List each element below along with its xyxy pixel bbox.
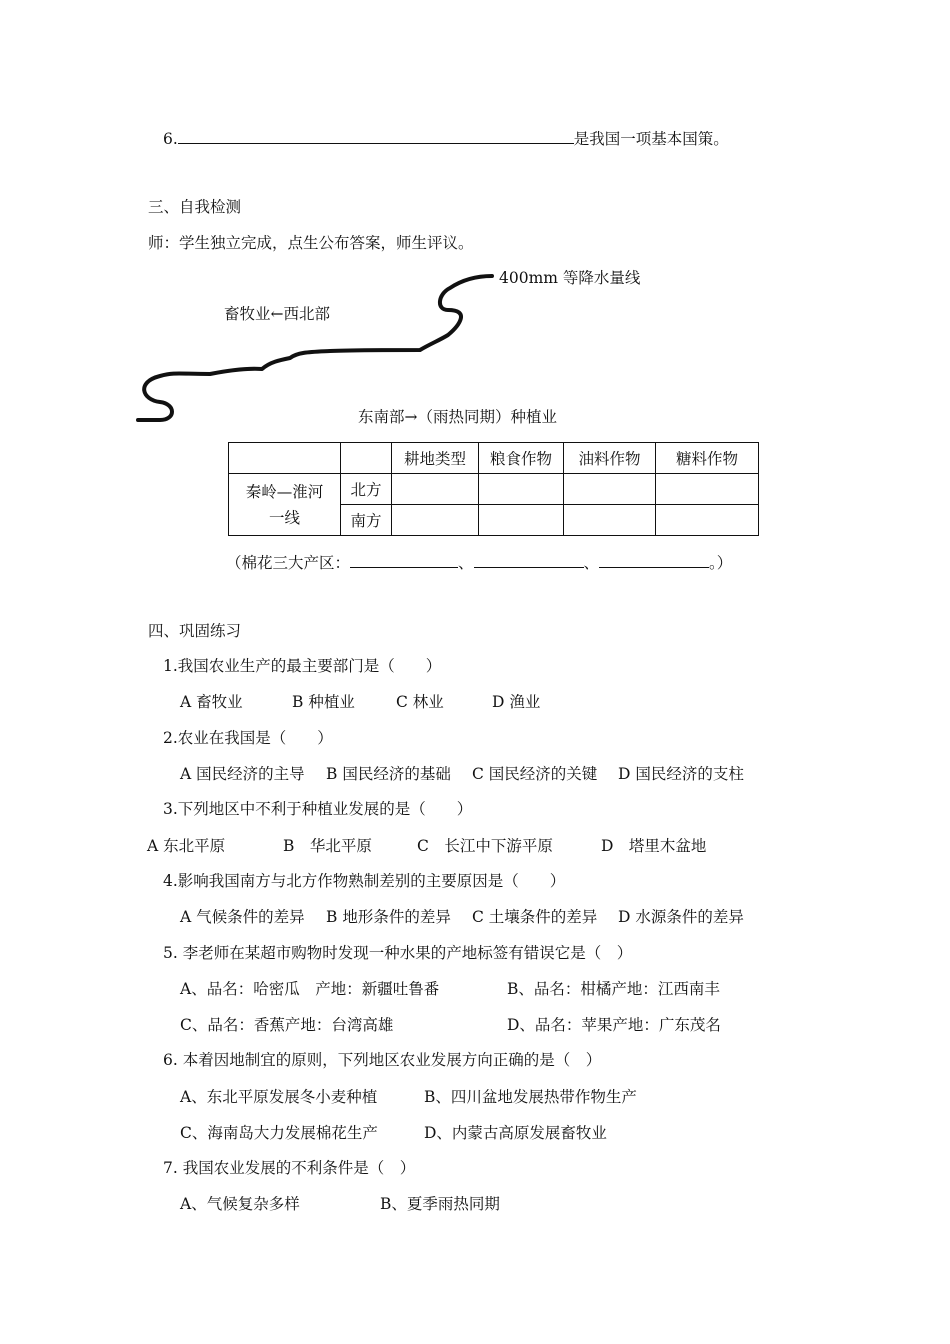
table-header-row [229, 443, 759, 474]
option[interactable]: A 东北平原 [147, 837, 226, 855]
question-5-options-row-1 [180, 979, 720, 999]
isohyet-label: 400mm 等降水量线 [499, 269, 641, 287]
question-7-stem: 7. 我国农业发展的不利条件是（ ） [163, 1159, 416, 1177]
option[interactable]: A、品名：哈密瓜 产地：新疆吐鲁番 [180, 980, 440, 998]
option[interactable]: B、夏季雨热同期 [380, 1195, 500, 1213]
cotton-line [226, 551, 732, 573]
option[interactable]: B 国民经济的基础 [326, 765, 451, 783]
cotton-sep-1: 、 [458, 554, 474, 572]
isohyet-diagram [0, 0, 950, 440]
option[interactable]: D 国民经济的支柱 [618, 765, 744, 783]
option[interactable]: D 塔里木盆地 [601, 837, 707, 855]
option[interactable]: C 国民经济的关键 [472, 765, 598, 783]
header-cell-grain: 粮食作物 [479, 443, 564, 474]
question-5-options-row-2 [180, 1015, 721, 1035]
section3-instruction: 师：学生独立完成，点生公布答案，师生评议。 [148, 234, 474, 252]
question-3-options [147, 836, 706, 856]
table-cell[interactable] [564, 505, 656, 536]
option[interactable]: A 畜牧业 [180, 693, 243, 711]
table-corner-cell [229, 443, 341, 474]
row-label-qinling [229, 474, 341, 536]
row-label-south: 南方 [341, 505, 392, 536]
question-4-stem: 4.影响我国南方与北方作物熟制差别的主要原因是（ ） [163, 872, 566, 890]
section4-title: 四、巩固练习 [148, 622, 242, 640]
cotton-prefix: （棉花三大产区： [226, 554, 351, 572]
option[interactable]: C 长江中下游平原 [417, 837, 553, 855]
option[interactable]: D、品名：苹果产地：广东茂名 [507, 1016, 721, 1034]
question-6-stem: 6. 本着因地制宜的原则，下列地区农业发展方向正确的是（ ） [163, 1051, 602, 1069]
row-label-line1: 秦岭—淮河 [245, 482, 324, 501]
section3-title: 三、自我检测 [148, 198, 242, 216]
option[interactable]: A 气候条件的差异 [180, 908, 305, 926]
table-row-north [229, 474, 759, 505]
table-cell[interactable] [479, 505, 564, 536]
option[interactable]: C、品名：香蕉产地：台湾高雄 [180, 1016, 394, 1034]
option[interactable]: A、气候复杂多样 [180, 1195, 300, 1213]
question-1-stem: 1.我国农业生产的最主要部门是（ ） [163, 657, 442, 675]
option[interactable]: A 国民经济的主导 [180, 765, 305, 783]
q6-tail: 是我国一项基本国策。 [573, 130, 729, 148]
question-2-options [180, 764, 744, 784]
table-cell[interactable] [564, 474, 656, 505]
q6-number: 6. [163, 130, 178, 148]
cotton-suffix: 。） [709, 554, 733, 572]
crop-table [228, 442, 759, 536]
option[interactable]: D 渔业 [492, 693, 541, 711]
cotton-sep-2: 、 [583, 554, 600, 572]
cotton-blank-2[interactable] [474, 551, 584, 568]
question-6-options-row-1 [180, 1087, 637, 1107]
question-5-stem: 5. 李老师在某超市购物时发现一种水果的产地标签有错误它是（ ） [163, 944, 633, 962]
option[interactable]: C、海南岛大力发展棉花生产 [180, 1124, 378, 1142]
isohyet-line [138, 276, 492, 420]
table-cell[interactable] [392, 505, 479, 536]
option[interactable]: B 种植业 [292, 693, 355, 711]
table-cell[interactable] [392, 474, 479, 505]
option[interactable]: D、内蒙古高原发展畜牧业 [424, 1124, 607, 1142]
cotton-blank-3[interactable] [599, 551, 709, 568]
option[interactable]: B、四川盆地发展热带作物生产 [424, 1088, 637, 1106]
question-4-options [180, 907, 744, 927]
question-2-stem: 2.农业在我国是（ ） [163, 729, 333, 747]
row-label-north: 北方 [341, 474, 392, 505]
question-3-stem: 3.下列地区中不利于种植业发展的是（ ） [163, 800, 473, 818]
table-cell[interactable] [479, 474, 564, 505]
southeast-label: 东南部→（雨热同期）种植业 [358, 408, 557, 426]
row-label-line2: 一线 [268, 508, 300, 527]
option[interactable]: B、品名：柑橘产地：江西南丰 [507, 980, 720, 998]
option[interactable]: A、东北平原发展冬小麦种植 [180, 1088, 378, 1106]
table-cell[interactable] [656, 474, 759, 505]
northwest-label: 畜牧业←西北部 [224, 305, 330, 323]
header-cell-land-type: 耕地类型 [392, 443, 479, 474]
option[interactable]: D 水源条件的差异 [618, 908, 744, 926]
cotton-blank-1[interactable] [350, 551, 458, 568]
option[interactable]: B 地形条件的差异 [326, 908, 451, 926]
question-6-options-row-2 [180, 1123, 607, 1143]
header-cell-oil: 油料作物 [564, 443, 656, 474]
option[interactable]: B 华北平原 [283, 837, 372, 855]
table-corner-cell-2 [341, 443, 392, 474]
header-cell-sugar: 糖料作物 [656, 443, 759, 474]
option[interactable]: C 土壤条件的差异 [472, 908, 598, 926]
table-cell[interactable] [656, 505, 759, 536]
option[interactable]: C 林业 [396, 693, 444, 711]
question-1-options [180, 692, 540, 712]
question-7-options [180, 1194, 500, 1214]
